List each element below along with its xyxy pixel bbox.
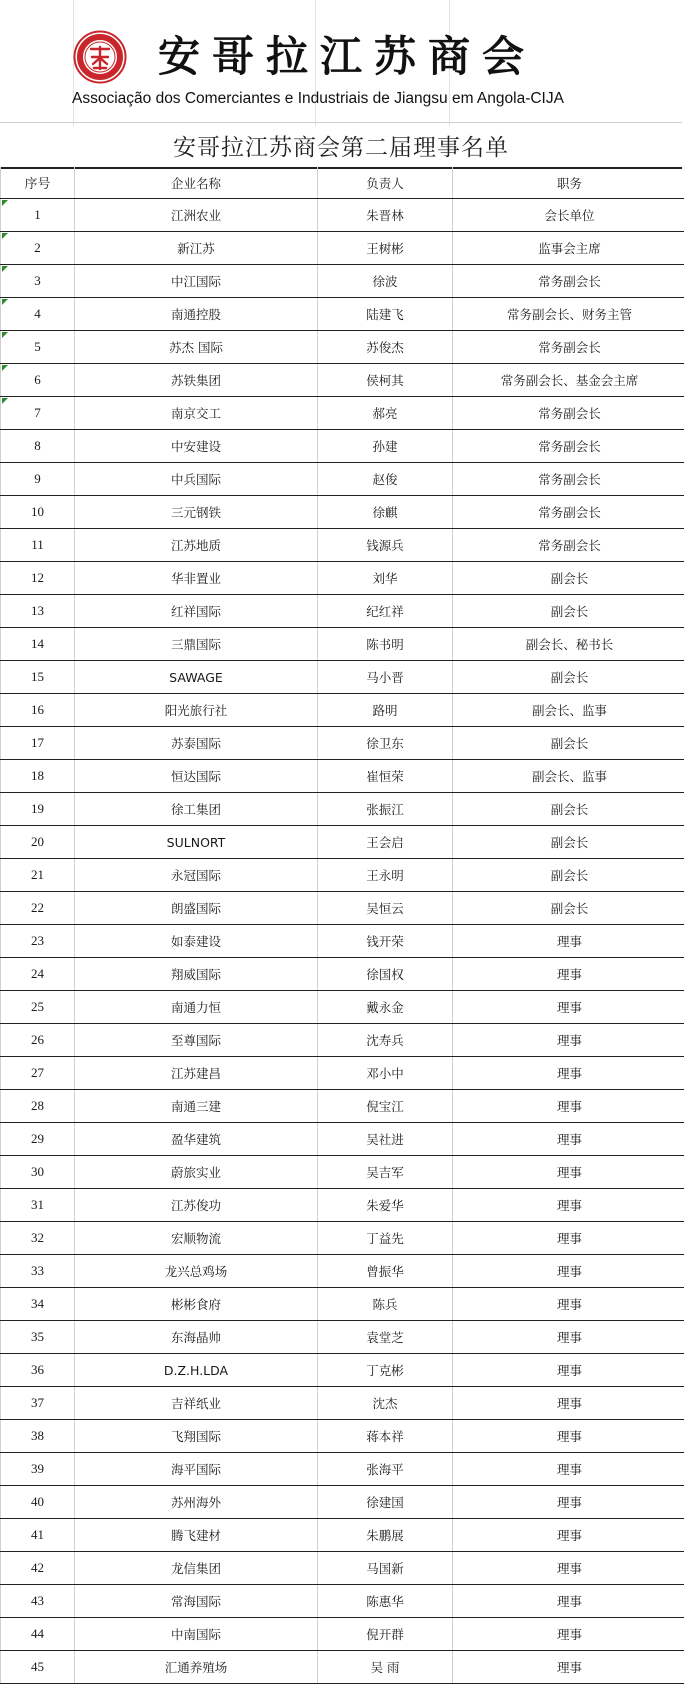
table-row <box>1 1288 684 1321</box>
row-number-cell: 11 <box>1 529 75 562</box>
row-number-cell: 15 <box>1 661 75 694</box>
representative-cell: 陈兵 <box>318 1288 453 1321</box>
company-name-cell: 盈华建筑 <box>75 1123 318 1156</box>
company-name-cell: 翔威国际 <box>75 958 318 991</box>
position-cell: 理事 <box>453 1321 684 1354</box>
position-cell: 常务副会长 <box>453 265 684 298</box>
position-cell: 副会长 <box>453 595 684 628</box>
row-number-cell: 36 <box>1 1354 75 1387</box>
row-number-cell: 20 <box>1 826 75 859</box>
table-row <box>1 760 684 793</box>
table-body <box>1 199 684 1684</box>
table-row <box>1 1024 684 1057</box>
company-name-cell: 吉祥纸业 <box>75 1387 318 1420</box>
company-name-cell: 宏顺物流 <box>75 1222 318 1255</box>
company-name-cell: SAWAGE <box>75 661 318 694</box>
table-row <box>1 1156 684 1189</box>
row-number-cell: 33 <box>1 1255 75 1288</box>
representative-cell: 张海平 <box>318 1453 453 1486</box>
position-cell: 副会长、监事 <box>453 760 684 793</box>
table-row <box>1 496 684 529</box>
position-cell: 常务副会长 <box>453 463 684 496</box>
representative-cell: 王树彬 <box>318 232 453 265</box>
company-name-cell: 中安建设 <box>75 430 318 463</box>
position-cell: 理事 <box>453 925 684 958</box>
company-name-cell: 龙兴总鸡场 <box>75 1255 318 1288</box>
company-name-cell: 华非置业 <box>75 562 318 595</box>
table-row <box>1 859 684 892</box>
company-name-cell: 南通控股 <box>75 298 318 331</box>
position-cell: 副会长 <box>453 727 684 760</box>
table-row <box>1 1189 684 1222</box>
position-cell: 常务副会长 <box>453 430 684 463</box>
row-number-cell: 29 <box>1 1123 75 1156</box>
representative-cell: 苏俊杰 <box>318 331 453 364</box>
representative-cell: 徐国权 <box>318 958 453 991</box>
company-name-cell: 如泰建设 <box>75 925 318 958</box>
row-number-cell: 12 <box>1 562 75 595</box>
company-name-cell: 江苏地质 <box>75 529 318 562</box>
position-cell: 常务副会长、基金会主席 <box>453 364 684 397</box>
position-cell: 常务副会长 <box>453 331 684 364</box>
table-row <box>1 694 684 727</box>
table-row <box>1 1057 684 1090</box>
table-row <box>1 1255 684 1288</box>
position-cell: 理事 <box>453 958 684 991</box>
table-row <box>1 265 684 298</box>
table-row <box>1 1552 684 1585</box>
company-name-cell: 南通三建 <box>75 1090 318 1123</box>
position-cell: 常务副会长 <box>453 496 684 529</box>
position-cell: 理事 <box>453 1618 684 1651</box>
row-number-cell: 38 <box>1 1420 75 1453</box>
representative-cell: 吴吉军 <box>318 1156 453 1189</box>
position-cell: 理事 <box>453 1519 684 1552</box>
position-cell: 副会长、秘书长 <box>453 628 684 661</box>
table-row <box>1 232 684 265</box>
company-name-cell: 江苏俊功 <box>75 1189 318 1222</box>
company-name-cell: 彬彬食府 <box>75 1288 318 1321</box>
row-number-cell: 30 <box>1 1156 75 1189</box>
row-number-cell: 14 <box>1 628 75 661</box>
row-number-cell: 21 <box>1 859 75 892</box>
company-name-cell: 苏泰国际 <box>75 727 318 760</box>
position-cell: 常务副会长 <box>453 397 684 430</box>
table-row <box>1 529 684 562</box>
representative-cell: 崔恒荣 <box>318 760 453 793</box>
position-cell: 副会长 <box>453 661 684 694</box>
position-cell: 理事 <box>453 1156 684 1189</box>
representative-cell: 陈书明 <box>318 628 453 661</box>
org-name-portuguese: Associação dos Comerciantes e Industriais de Jiangsu em Angola-CIJA <box>72 90 564 108</box>
position-cell: 副会长 <box>453 826 684 859</box>
representative-cell: 丁克彬 <box>318 1354 453 1387</box>
document-header <box>0 0 684 122</box>
table-row <box>1 1222 684 1255</box>
representative-cell: 马国新 <box>318 1552 453 1585</box>
company-name-cell: 龙信集团 <box>75 1552 318 1585</box>
row-number-cell: 32 <box>1 1222 75 1255</box>
table-row <box>1 1585 684 1618</box>
company-name-cell: D.Z.H.LDA <box>75 1354 318 1387</box>
table-row <box>1 595 684 628</box>
table-row <box>1 1090 684 1123</box>
position-cell: 理事 <box>453 1024 684 1057</box>
position-cell: 理事 <box>453 1288 684 1321</box>
row-number-cell: 35 <box>1 1321 75 1354</box>
representative-cell: 徐卫东 <box>318 727 453 760</box>
representative-cell: 倪开群 <box>318 1618 453 1651</box>
position-cell: 理事 <box>453 991 684 1024</box>
company-name-cell: 徐工集团 <box>75 793 318 826</box>
position-cell: 理事 <box>453 1189 684 1222</box>
table-row <box>1 1519 684 1552</box>
org-name-chinese: 安哥拉江苏商会 <box>158 36 536 78</box>
position-cell: 理事 <box>453 1486 684 1519</box>
table-row <box>1 298 684 331</box>
company-name-cell: 南京交工 <box>75 397 318 430</box>
representative-cell: 陈惠华 <box>318 1585 453 1618</box>
row-number-cell: 3 <box>1 265 75 298</box>
position-cell: 理事 <box>453 1090 684 1123</box>
position-cell: 理事 <box>453 1651 684 1684</box>
position-cell: 副会长 <box>453 892 684 925</box>
table-row <box>1 1618 684 1651</box>
representative-cell: 赵俊 <box>318 463 453 496</box>
row-number-cell: 27 <box>1 1057 75 1090</box>
column-header-company: 企业名称 <box>75 167 318 199</box>
company-name-cell: 三元钢铁 <box>75 496 318 529</box>
company-name-cell: 苏铁集团 <box>75 364 318 397</box>
row-number-cell: 17 <box>1 727 75 760</box>
representative-cell: 沈寿兵 <box>318 1024 453 1057</box>
table-row <box>1 1651 684 1684</box>
representative-cell: 张振江 <box>318 793 453 826</box>
representative-cell: 沈杰 <box>318 1387 453 1420</box>
representative-cell: 朱鹏展 <box>318 1519 453 1552</box>
table-row <box>1 331 684 364</box>
table-row <box>1 991 684 1024</box>
position-cell: 会长单位 <box>453 199 684 232</box>
position-cell: 理事 <box>453 1585 684 1618</box>
table-row <box>1 199 684 232</box>
representative-cell: 钱开荣 <box>318 925 453 958</box>
company-name-cell: 南通力恒 <box>75 991 318 1024</box>
row-number-cell: 10 <box>1 496 75 529</box>
representative-cell: 戴永金 <box>318 991 453 1024</box>
table-row <box>1 958 684 991</box>
company-name-cell: 蔚旅实业 <box>75 1156 318 1189</box>
company-name-cell: 阳光旅行社 <box>75 694 318 727</box>
table-row <box>1 1453 684 1486</box>
column-header-position: 职务 <box>453 167 684 199</box>
company-name-cell: 中江国际 <box>75 265 318 298</box>
position-cell: 理事 <box>453 1552 684 1585</box>
position-cell: 副会长 <box>453 793 684 826</box>
chamber-logo-icon <box>73 30 127 84</box>
row-number-cell: 6 <box>1 364 75 397</box>
representative-cell: 郝亮 <box>318 397 453 430</box>
company-name-cell: 新江苏 <box>75 232 318 265</box>
row-number-cell: 13 <box>1 595 75 628</box>
position-cell: 理事 <box>453 1387 684 1420</box>
table-row <box>1 628 684 661</box>
row-number-cell: 22 <box>1 892 75 925</box>
title-row <box>0 122 682 169</box>
position-cell: 副会长、监事 <box>453 694 684 727</box>
row-number-cell: 7 <box>1 397 75 430</box>
row-number-cell: 5 <box>1 331 75 364</box>
representative-cell: 朱晋林 <box>318 199 453 232</box>
document-title: 安哥拉江苏商会第二届理事名单 <box>173 129 509 162</box>
company-name-cell: 中兵国际 <box>75 463 318 496</box>
column-header-number: 序号 <box>1 167 75 199</box>
representative-cell: 王会启 <box>318 826 453 859</box>
representative-cell: 吴 雨 <box>318 1651 453 1684</box>
table-row <box>1 1420 684 1453</box>
company-name-cell: 至尊国际 <box>75 1024 318 1057</box>
row-number-cell: 45 <box>1 1651 75 1684</box>
row-number-cell: 24 <box>1 958 75 991</box>
table-row <box>1 562 684 595</box>
company-name-cell: 海平国际 <box>75 1453 318 1486</box>
representative-cell: 徐波 <box>318 265 453 298</box>
column-header-representative: 负责人 <box>318 167 453 199</box>
company-name-cell: 常海国际 <box>75 1585 318 1618</box>
table-row <box>1 463 684 496</box>
table-row <box>1 430 684 463</box>
company-name-cell: 飞翔国际 <box>75 1420 318 1453</box>
row-number-cell: 2 <box>1 232 75 265</box>
company-name-cell: 汇通养殖场 <box>75 1651 318 1684</box>
position-cell: 常务副会长 <box>453 529 684 562</box>
row-number-cell: 25 <box>1 991 75 1024</box>
board-members-table <box>0 167 684 1684</box>
table-row <box>1 1486 684 1519</box>
representative-cell: 蒋本祥 <box>318 1420 453 1453</box>
table-row <box>1 1387 684 1420</box>
company-name-cell: 苏杰 国际 <box>75 331 318 364</box>
row-number-cell: 4 <box>1 298 75 331</box>
representative-cell: 钱源兵 <box>318 529 453 562</box>
representative-cell: 丁益先 <box>318 1222 453 1255</box>
company-name-cell: 红祥国际 <box>75 595 318 628</box>
representative-cell: 徐麒 <box>318 496 453 529</box>
table-row <box>1 892 684 925</box>
representative-cell: 倪宝江 <box>318 1090 453 1123</box>
representative-cell: 刘华 <box>318 562 453 595</box>
row-number-cell: 34 <box>1 1288 75 1321</box>
company-name-cell: 江苏建昌 <box>75 1057 318 1090</box>
representative-cell: 徐建国 <box>318 1486 453 1519</box>
company-name-cell: 永冠国际 <box>75 859 318 892</box>
representative-cell: 邓小中 <box>318 1057 453 1090</box>
representative-cell: 朱爱华 <box>318 1189 453 1222</box>
row-number-cell: 37 <box>1 1387 75 1420</box>
position-cell: 副会长 <box>453 859 684 892</box>
table-row <box>1 826 684 859</box>
row-number-cell: 19 <box>1 793 75 826</box>
row-number-cell: 42 <box>1 1552 75 1585</box>
representative-cell: 吴恒云 <box>318 892 453 925</box>
representative-cell: 袁堂芝 <box>318 1321 453 1354</box>
position-cell: 理事 <box>453 1453 684 1486</box>
position-cell: 理事 <box>453 1420 684 1453</box>
table-row <box>1 1123 684 1156</box>
row-number-cell: 44 <box>1 1618 75 1651</box>
row-number-cell: 28 <box>1 1090 75 1123</box>
representative-cell: 侯柯其 <box>318 364 453 397</box>
table-row <box>1 727 684 760</box>
row-number-cell: 26 <box>1 1024 75 1057</box>
company-name-cell: 中南国际 <box>75 1618 318 1651</box>
table-row <box>1 397 684 430</box>
position-cell: 理事 <box>453 1123 684 1156</box>
row-number-cell: 16 <box>1 694 75 727</box>
row-number-cell: 1 <box>1 199 75 232</box>
position-cell: 监事会主席 <box>453 232 684 265</box>
position-cell: 副会长 <box>453 562 684 595</box>
row-number-cell: 9 <box>1 463 75 496</box>
company-name-cell: 朗盛国际 <box>75 892 318 925</box>
table-row <box>1 661 684 694</box>
position-cell: 理事 <box>453 1057 684 1090</box>
table-header-row <box>1 167 684 199</box>
table-row <box>1 364 684 397</box>
representative-cell: 马小晋 <box>318 661 453 694</box>
position-cell: 理事 <box>453 1255 684 1288</box>
row-number-cell: 43 <box>1 1585 75 1618</box>
table-row <box>1 1354 684 1387</box>
position-cell: 常务副会长、财务主管 <box>453 298 684 331</box>
representative-cell: 孙建 <box>318 430 453 463</box>
row-number-cell: 39 <box>1 1453 75 1486</box>
position-cell: 理事 <box>453 1222 684 1255</box>
row-number-cell: 31 <box>1 1189 75 1222</box>
row-number-cell: 8 <box>1 430 75 463</box>
table-row <box>1 1321 684 1354</box>
representative-cell: 曾振华 <box>318 1255 453 1288</box>
company-name-cell: SULNORT <box>75 826 318 859</box>
representative-cell: 纪红祥 <box>318 595 453 628</box>
company-name-cell: 苏州海外 <box>75 1486 318 1519</box>
table-row <box>1 793 684 826</box>
table-row <box>1 925 684 958</box>
company-name-cell: 恒达国际 <box>75 760 318 793</box>
representative-cell: 吴社进 <box>318 1123 453 1156</box>
row-number-cell: 41 <box>1 1519 75 1552</box>
position-cell: 理事 <box>453 1354 684 1387</box>
company-name-cell: 东海晶帅 <box>75 1321 318 1354</box>
representative-cell: 路明 <box>318 694 453 727</box>
row-number-cell: 40 <box>1 1486 75 1519</box>
company-name-cell: 腾飞建材 <box>75 1519 318 1552</box>
company-name-cell: 三鼎国际 <box>75 628 318 661</box>
representative-cell: 陆建飞 <box>318 298 453 331</box>
representative-cell: 王永明 <box>318 859 453 892</box>
row-number-cell: 23 <box>1 925 75 958</box>
row-number-cell: 18 <box>1 760 75 793</box>
company-name-cell: 江洲农业 <box>75 199 318 232</box>
